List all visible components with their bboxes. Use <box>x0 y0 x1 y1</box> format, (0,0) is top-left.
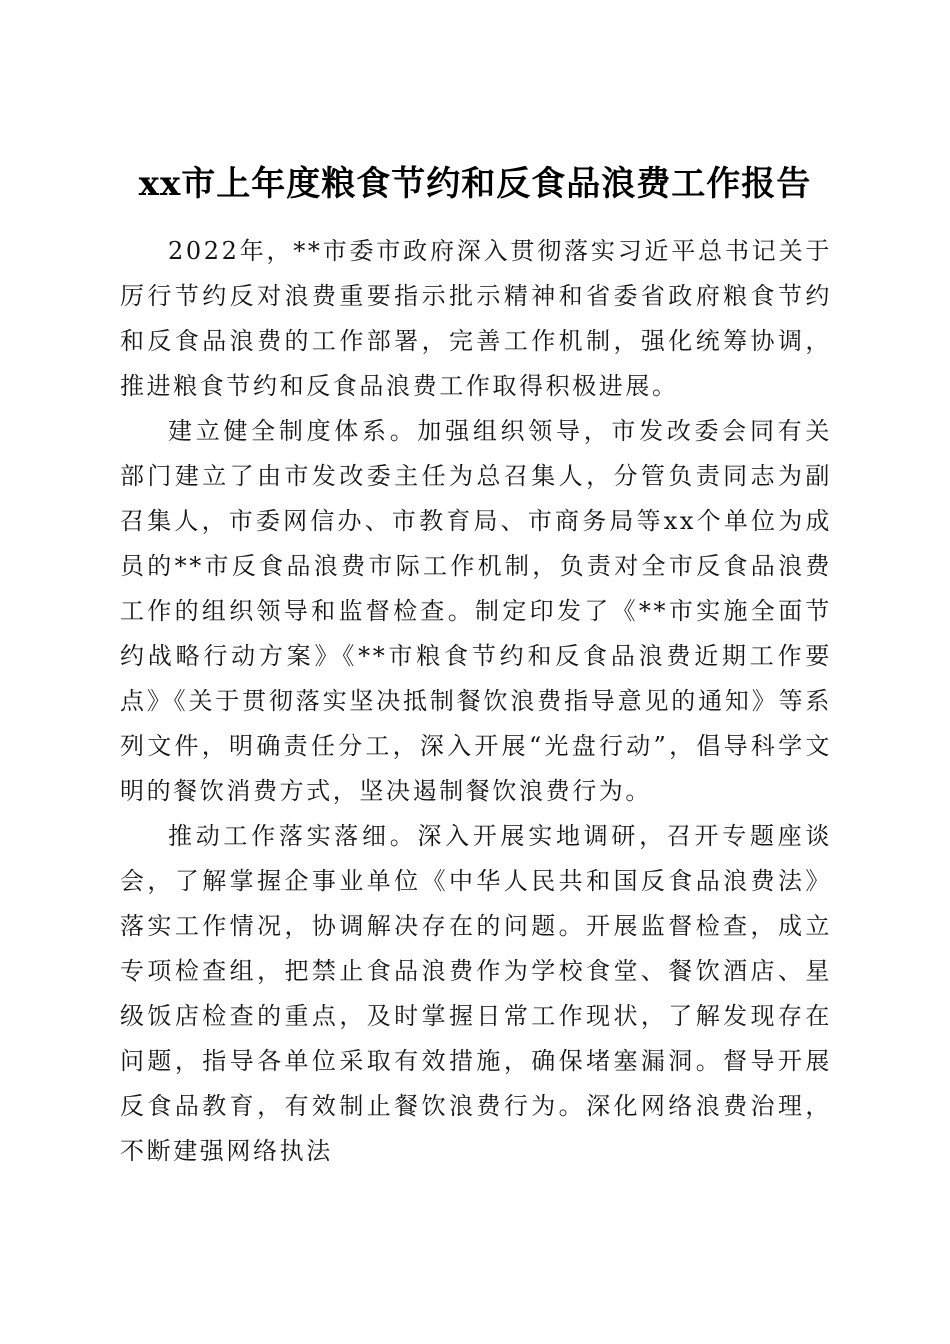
document-title: xx市上年度粮食节约和反食品浪费工作报告 <box>138 163 812 204</box>
document-body <box>120 229 832 1174</box>
paragraph-system-building: 建立健全制度体系。加强组织领导，市发改委会同有关部门建立了由市发改委主任为总召集人，分管负责同志为副召集人，市委网信办、市教育局、市商务局等xx个单位为成员的**市反食品浪费市际工作机制，负责对全市反食品浪费工作的组织领导和监督检查。制定印发了《**市实施全面节约战略行动方案》《**市粮食节约和反食品浪费近期工作要点》《关于贯彻落实坚决抵制餐饮浪费指导意见的通知》等系列文件，明确责任分工，深入开展“光盘行动”，倡导科学文明的餐饮消费方式，坚决遏制餐饮浪费行为。 <box>120 417 832 805</box>
paragraph-intro: 2022年，**市委市政府深入贯彻落实习近平总书记关于厉行节约反对浪费重要指示批示精神和省委省政府粮食节约和反食品浪费的工作部署，完善工作机制，强化统筹协调，推进粮食节约和反食品浪费工作取得积极进展。 <box>120 237 832 400</box>
paragraph-implementation: 推动工作落实落细。深入开展实地调研，召开专题座谈会，了解掌握企事业单位《中华人民共和国反食品浪费法》落实工作情况，协调解决存在的问题。开展监督检查，成立专项检查组，把禁止食品浪费作为学校食堂、餐饮酒店、星级饭店检查的重点，及时掌握日常工作现状，了解发现存在问题，指导各单位采取有效措施，确保堵塞漏洞。督导开展反食品教育，有效制止餐饮浪费行为。深化网络浪费治理，不断建强网络执法 <box>120 822 832 1165</box>
